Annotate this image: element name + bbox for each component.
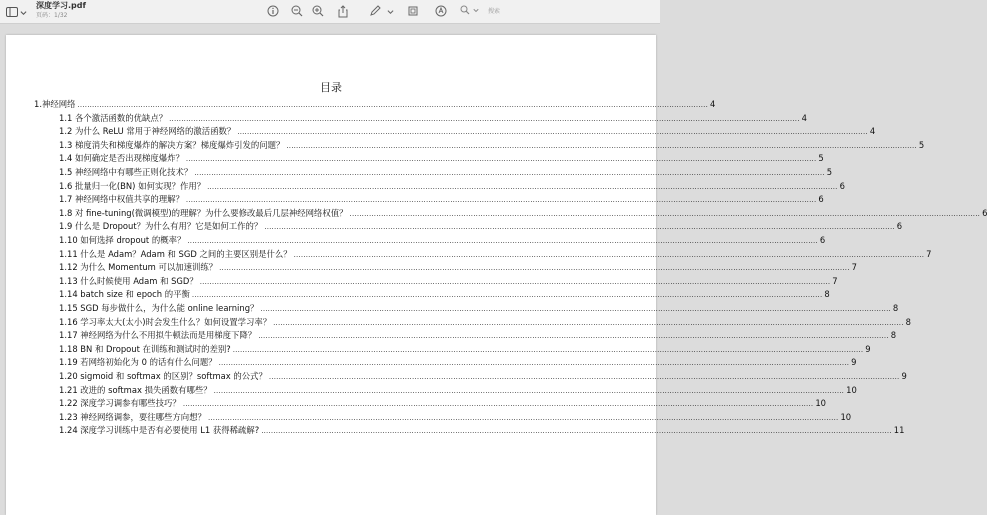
toc-entry-page: 7 — [926, 249, 932, 259]
toc-entry-label: 1.13 什么时候使用 Adam 和 SGD？ — [59, 276, 198, 286]
toc-title: 目录 — [320, 81, 342, 94]
pen-icon — [369, 5, 381, 17]
toc-leader-dots: .................................................................................................................................................................................................................................................................... — [349, 210, 981, 218]
toc-entry-row[interactable] — [59, 316, 911, 329]
toc-leader-dots: .................................................................................................................................................................................................................................................................... — [273, 319, 904, 327]
toc-entry-label: 1.11 什么是 Adam？Adam 和 SGD 之间的主要区别是什么？ — [59, 249, 292, 259]
toc-entry-row[interactable] — [59, 356, 857, 369]
toc-entry-row[interactable] — [59, 234, 826, 247]
zoom-in-icon — [312, 5, 324, 17]
toc-leader-dots: .................................................................................................................................................................................................................................................................... — [169, 115, 800, 123]
toc-entry-label: 1.19 若网络初始化为 0 的话有什么问题？ — [59, 357, 217, 367]
toc-entry-label: 1.1 各个激活函数的优缺点？ — [59, 113, 168, 123]
toc-entry-page: 7 — [851, 262, 857, 272]
toc-entry-row[interactable] — [59, 329, 897, 342]
toc-entry-page: 10 — [815, 398, 827, 408]
toc-entry-row[interactable] — [59, 370, 907, 383]
toc-entry-label: 1.4 如何确定是否出现梯度爆炸？ — [59, 153, 184, 163]
toc-leader-dots: .................................................................................................................................................................................................................................................................... — [258, 332, 889, 340]
toc-entry-label: 1.23 神经网络调参，要往哪些方向想？ — [59, 412, 206, 422]
toc-entry-row[interactable] — [59, 261, 857, 274]
toc-leader-dots: .................................................................................................................................................................................................................................................................... — [264, 223, 895, 231]
toc-entry-label: 1.10 如何选择 dropout 的概率？ — [59, 235, 186, 245]
toc-leader-dots: .................................................................................................................................................................................................................................................................... — [219, 264, 850, 272]
toc-leader-dots: .................................................................................................................................................................................................................................................................... — [232, 346, 864, 354]
toc-entry-label: 1.神经网络 — [34, 99, 76, 109]
toc-entry-page: 6 — [839, 181, 845, 191]
toc-entry-label: 1.24 深度学习训练中是否有必要使用 L1 获得稀疏解? — [59, 425, 260, 435]
toc-entry-label: 1.17 神经网络为什么不用拟牛顿法而是用梯度下降？ — [59, 330, 257, 340]
info-icon — [267, 5, 279, 17]
chevron-down-icon — [473, 7, 479, 13]
chevron-down-icon — [20, 9, 27, 16]
toc-entry-page: 9 — [865, 344, 871, 354]
toc-entry-row[interactable] — [59, 112, 807, 125]
toc-entry-row[interactable] — [59, 343, 871, 356]
toc-leader-dots: .................................................................................................................................................................................................................................................................... — [218, 359, 850, 367]
document-viewer[interactable] — [0, 24, 987, 498]
sidebar-toggle-button[interactable] — [6, 4, 30, 20]
toc-entry-page: 9 — [901, 371, 907, 381]
document-title: 深度学习.pdf — [36, 1, 86, 10]
toc-entry-label: 1.12 为什么 Momentum 可以加速训练？ — [59, 262, 218, 272]
toc-entry-page: 4 — [710, 99, 716, 109]
toc-entry-page: 9 — [851, 357, 857, 367]
search-icon — [460, 5, 470, 15]
toc-entry-label: 1.20 sigmoid 和 softmax 的区别？softmax 的公式？ — [59, 371, 267, 381]
toc-entry-row[interactable] — [59, 220, 903, 233]
toc-entry-page: 4 — [801, 113, 807, 123]
toc-entry-row[interactable] — [59, 207, 987, 220]
markup-button[interactable] — [367, 3, 383, 19]
toc-leader-dots: .................................................................................................................................................................................................................................................................... — [187, 237, 818, 245]
search-field[interactable] — [460, 3, 540, 17]
toc-entry-page: 8 — [892, 303, 899, 313]
toc-entry-label: 1.3 梯度消失和梯度爆炸的解决方案？梯度爆炸引发的问题？ — [59, 140, 285, 150]
toc-entry-label: 1.18 BN 和 Dropout 在训练和测试时的差别? — [59, 344, 231, 354]
zoom-out-icon — [291, 5, 303, 17]
toc-entry-row[interactable] — [59, 397, 827, 410]
toc-leader-dots: .................................................................................................................................................................................................................................................................... — [207, 183, 838, 191]
markup-menu-button[interactable] — [385, 3, 395, 19]
toc-entry-page: 4 — [869, 126, 876, 136]
toc-entry-label: 1.5 神经网络中有哪些正则化技术？ — [59, 167, 193, 177]
toc-entry-label: 1.6 批量归一化(BN) 如何实现？作用？ — [59, 181, 206, 191]
toc-entry-page: 5 — [826, 167, 833, 177]
toc-entry-label: 1.2 为什么 ReLU 常用于神经网络的激活函数？ — [59, 126, 236, 136]
toc-leader-dots: .................................................................................................................................................................................................................................................................... — [207, 414, 839, 422]
share-button[interactable] — [335, 3, 351, 19]
toc-leader-dots: .................................................................................................................................................................................................................................................................... — [286, 142, 917, 150]
toc-entry-label: 1.9 什么是 Dropout？为什么有用？它是如何工作的？ — [59, 221, 263, 231]
toc-entry-row[interactable] — [59, 424, 905, 437]
toc-entry-label: 1.22 深度学习调参有哪些技巧？ — [59, 398, 181, 408]
crop-button[interactable] — [405, 3, 421, 19]
toc-entry-row[interactable] — [59, 180, 845, 193]
annotate-icon — [435, 5, 447, 17]
toc-entry-page: 6 — [818, 194, 824, 204]
toc-entry-row[interactable] — [59, 384, 857, 397]
toc-entry-row[interactable] — [59, 139, 925, 152]
toc-entry-label: 1.8 对 fine-tuning(微调模型)的理解？为什么要修改最后几层神经网络权值？ — [59, 208, 348, 218]
toc-entry-row[interactable] — [59, 248, 932, 261]
toc-leader-dots: .................................................................................................................................................................................................................................................................... — [261, 427, 892, 435]
toc-leader-dots: .................................................................................................................................................................................................................................................................... — [194, 169, 825, 177]
toc-entry-label: 1.15 SGD 每步做什么，为什么能 online learning？ — [59, 303, 259, 313]
page-indicator: 页码：1/32 — [36, 12, 68, 19]
toc-leader-dots: .................................................................................................................................................................................................................................................................... — [237, 128, 868, 136]
annotate-button[interactable] — [433, 3, 449, 19]
toc-leader-dots: .................................................................................................................................................................................................................................................................... — [191, 291, 823, 299]
share-icon — [337, 5, 349, 18]
zoom-in-button[interactable] — [310, 3, 326, 19]
toc-entry-row[interactable] — [59, 302, 899, 315]
toc-entry-label: 1.21 改进的 softmax 损失函数有哪些？ — [59, 385, 212, 395]
search-placeholder: 搜索 — [488, 7, 501, 15]
toc-leader-dots: .................................................................................................................................................................................................................................................................... — [185, 155, 817, 163]
toc-entry-label: 1.16 学习率太大(太小)时会发生什么？如何设置学习率？ — [59, 317, 272, 327]
toc-entry-page: 7 — [832, 276, 838, 286]
toc-leader-dots: .................................................................................................................................................................................................................................................................... — [268, 373, 900, 381]
toc-entry-page: 8 — [824, 289, 830, 299]
toc-leader-dots: .................................................................................................................................................................................................................................................................... — [199, 278, 831, 286]
info-button[interactable] — [265, 3, 281, 19]
chevron-down-icon — [387, 8, 394, 15]
toc-entry-row[interactable] — [59, 193, 824, 206]
toc-entry-row[interactable] — [59, 125, 876, 138]
toc-leader-dots: .................................................................................................................................................................................................................................................................... — [293, 251, 925, 259]
pdf-page — [6, 35, 987, 515]
toc-section-row[interactable] — [34, 98, 716, 111]
toc-entry-page: 5 — [918, 140, 925, 150]
toolbar — [0, 0, 660, 24]
toc-leader-dots: .................................................................................................................................................................................................................................................................... — [260, 305, 891, 313]
toc-leader-dots: .................................................................................................................................................................................................................................................................... — [185, 196, 817, 204]
toc-entry-page: 10 — [846, 385, 857, 395]
zoom-out-button[interactable] — [289, 3, 305, 19]
toc-entry-page: 10 — [840, 412, 852, 422]
toc-entry-row[interactable] — [59, 275, 838, 288]
toc-entry-page: 6 — [819, 235, 826, 245]
toc-leader-dots: .................................................................................................................................................................................................................................................................... — [182, 400, 814, 408]
toc-entry-page: 11 — [893, 425, 905, 435]
toc-entry-page: 6 — [982, 208, 987, 218]
toc-entry-row[interactable] — [59, 166, 833, 179]
toc-entry-row[interactable] — [59, 288, 830, 301]
toc-entry-page: 6 — [896, 221, 903, 231]
toc-entry-row[interactable] — [59, 152, 824, 165]
toc-leader-dots: .................................................................................................................................................................................................................................................................... — [77, 101, 709, 109]
toc-entry-label: 1.14 batch size 和 epoch 的平衡 — [59, 289, 190, 299]
toc-entry-label: 1.7 神经网络中权值共享的理解？ — [59, 194, 184, 204]
toc-entry-page: 5 — [818, 153, 824, 163]
sidebar-icon — [6, 7, 18, 17]
toc-entry-page: 8 — [890, 330, 897, 340]
toc-entry-page: 8 — [905, 317, 911, 327]
crop-icon — [407, 5, 419, 17]
toc-leader-dots: .................................................................................................................................................................................................................................................................... — [213, 387, 845, 395]
toc-entry-row[interactable] — [59, 411, 852, 424]
